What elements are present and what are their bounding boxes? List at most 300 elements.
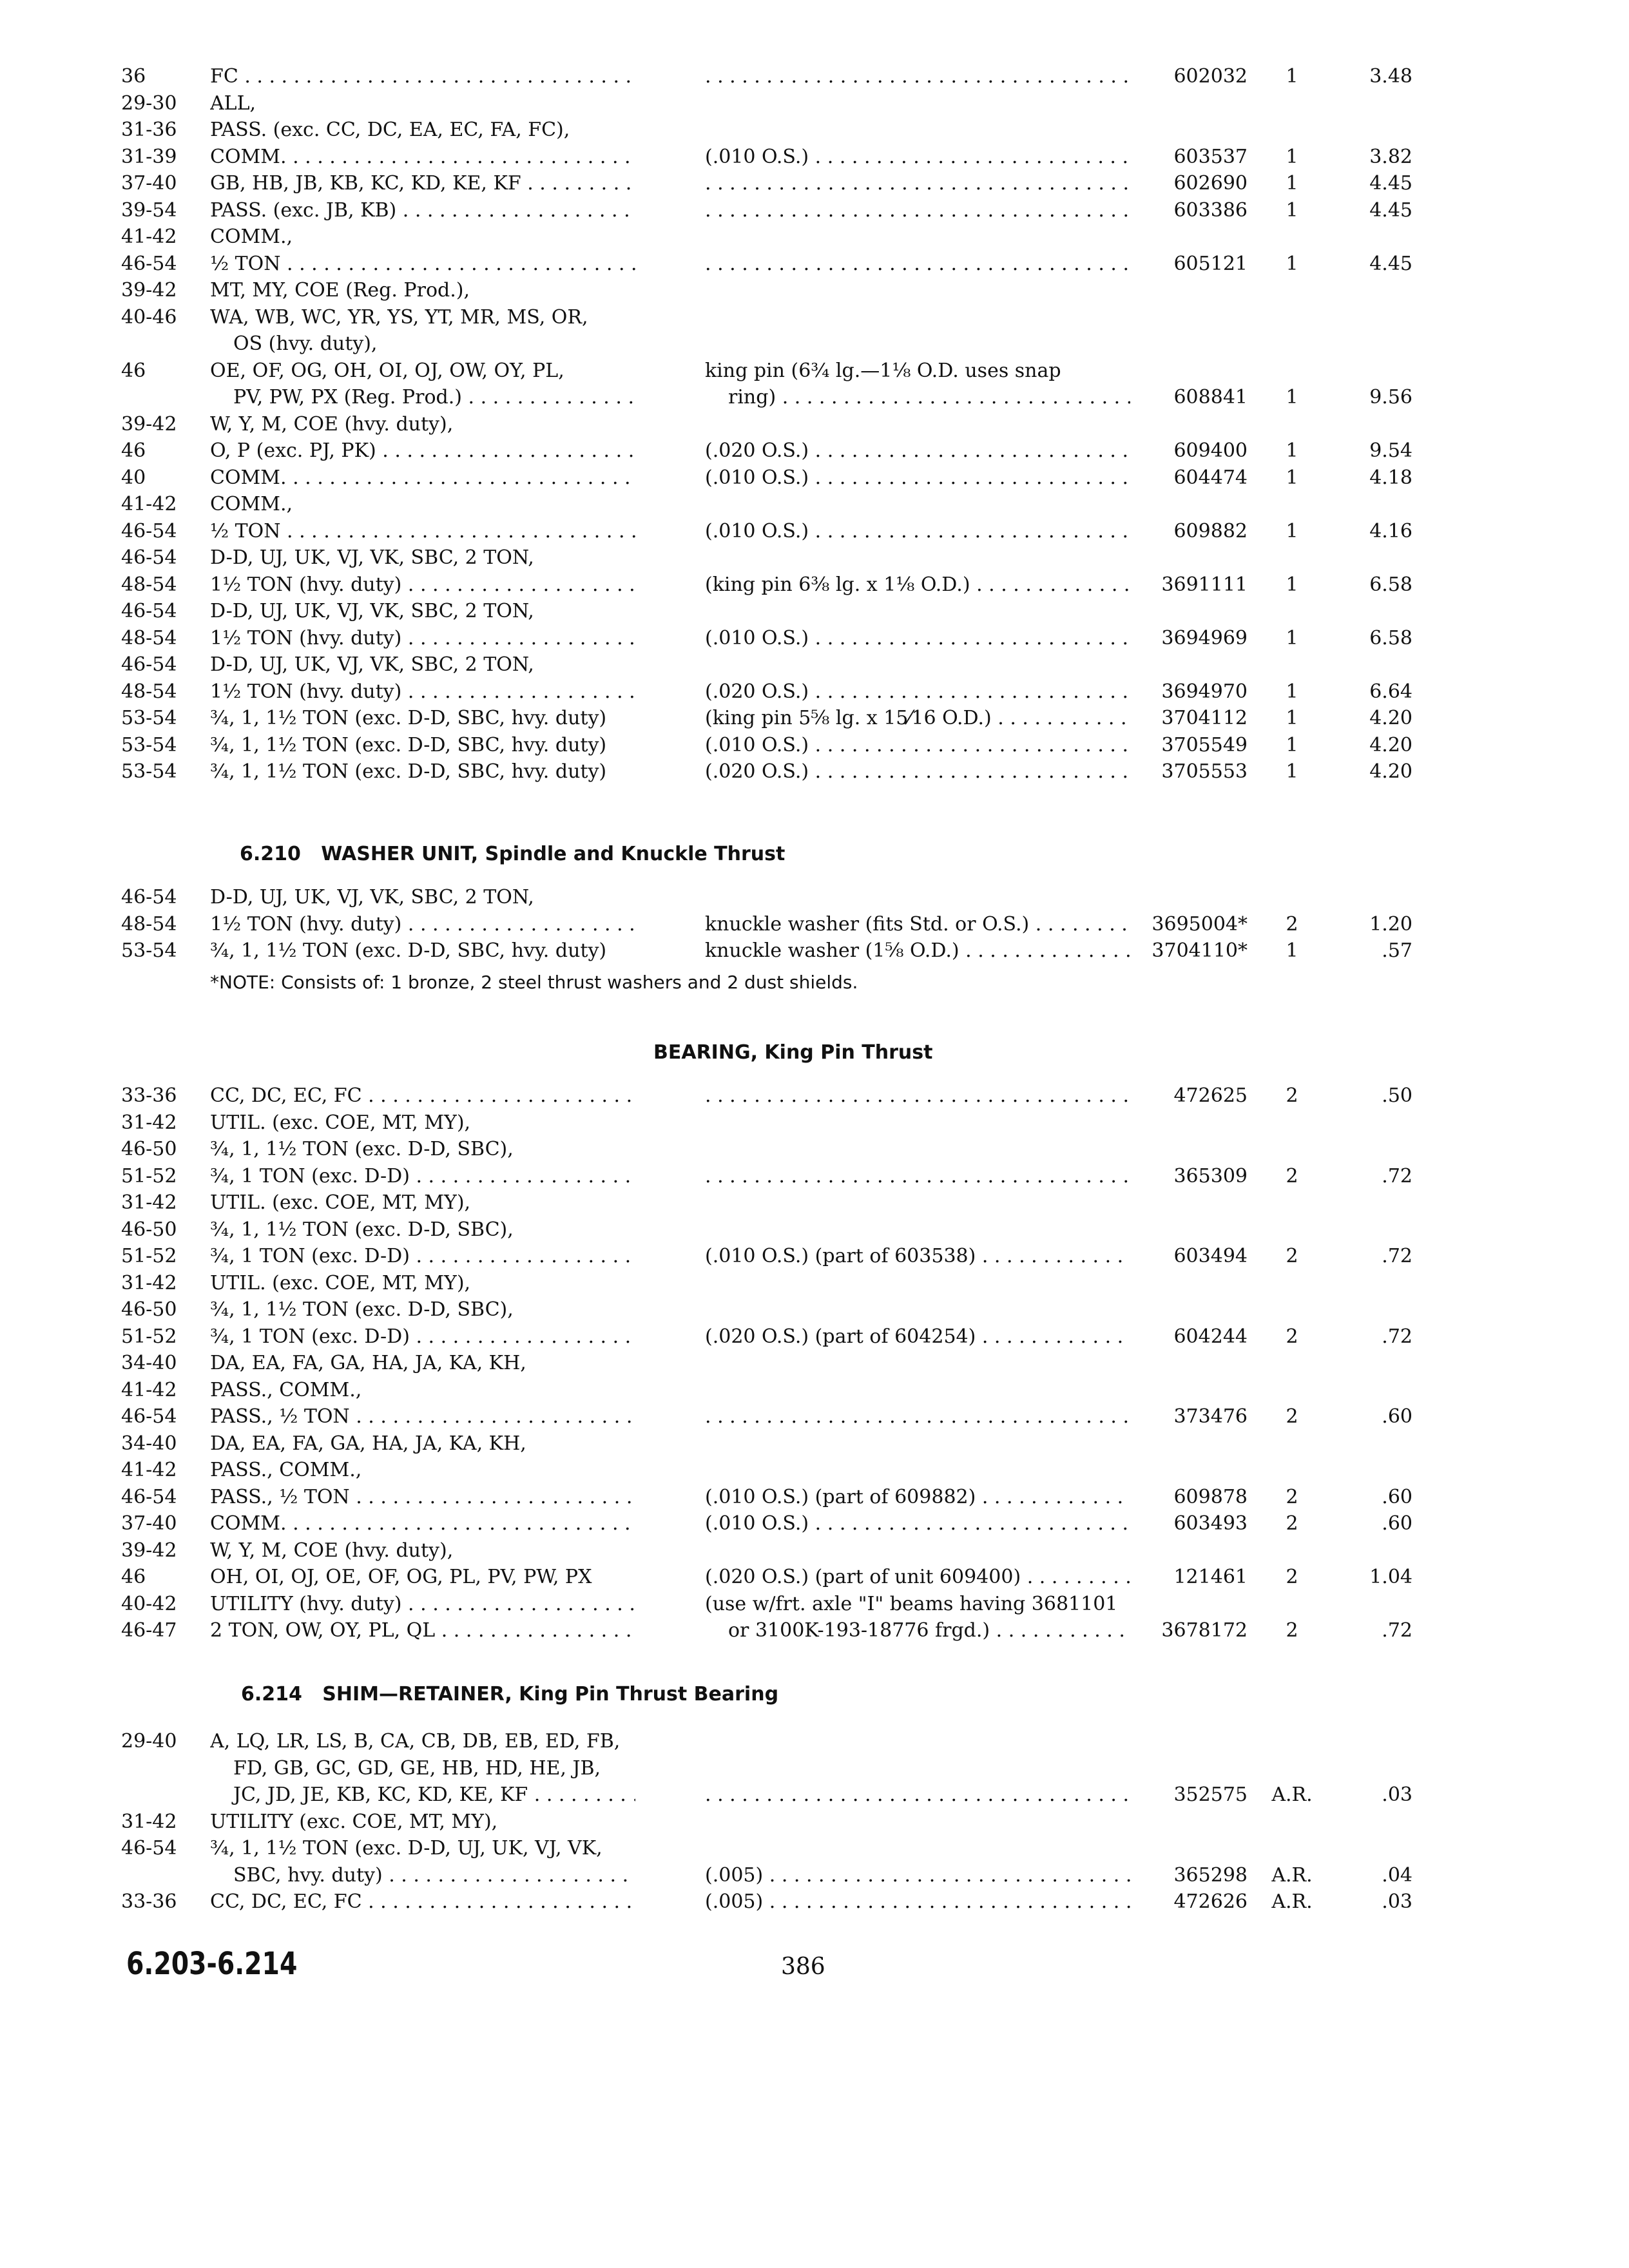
part-number: 472625 [1173, 1084, 1248, 1107]
year-range: 37-40 [121, 172, 177, 195]
table-row [0, 884, 1629, 911]
model-applicability: FC . . . [210, 63, 635, 90]
model-applicability: COMM. . . . [210, 465, 635, 492]
part-number: 603386 [1173, 198, 1248, 222]
model-applicability: UTIL. (exc. COE, MT, MY), [210, 1191, 471, 1214]
model-applicability: UTIL. (exc. COE, MT, MY), [210, 1111, 471, 1134]
table-row [0, 911, 1629, 938]
model-applicability: D-D, UJ, UK, VJ, VK, SBC, 2 TON, [210, 600, 534, 622]
part-description: (.020 O.S.) (part of 604254) . . . [705, 1323, 1130, 1350]
table-row [0, 1835, 1629, 1862]
table-row [0, 331, 1629, 358]
part-number: 3705549 [1161, 733, 1248, 756]
year-range: 31-42 [121, 1810, 177, 1833]
list-price: .72 [1382, 1325, 1412, 1348]
model-applicability: PV, PW, PX (Reg. Prod.) . . . [210, 384, 635, 411]
table-row [0, 1243, 1629, 1270]
year-range: 48-54 [121, 680, 177, 703]
year-range: 39-54 [121, 198, 177, 222]
year-range: 31-42 [121, 1271, 177, 1294]
part-description: ring) . . . [705, 384, 1130, 411]
quantity: 2 [1286, 1566, 1298, 1588]
quantity: 2 [1286, 1485, 1298, 1508]
list-price: 4.20 [1369, 733, 1412, 756]
table-row [0, 1537, 1629, 1564]
table-row [0, 1136, 1629, 1163]
quantity: 1 [1286, 439, 1298, 462]
table-row [0, 1728, 1629, 1755]
parts-table-bearing [0, 1082, 1629, 1644]
table-row [0, 1350, 1629, 1377]
section-title: SHIM—RETAINER, King Pin Thrust Bearing [322, 1683, 779, 1706]
section-heading-bearing [653, 1041, 932, 1064]
model-applicability: ¾, 1, 1½ TON (exc. D-D, SBC), [210, 1138, 514, 1160]
model-applicability: O, P (exc. PJ, PK) . . . [210, 437, 635, 465]
year-range: 39-42 [121, 279, 177, 302]
model-applicability: CC, DC, EC, FC . . . [210, 1082, 635, 1110]
year-range: 46-50 [121, 1298, 177, 1321]
table-row [0, 518, 1629, 545]
model-applicability: 1½ TON (hvy. duty) . . . [210, 911, 635, 938]
part-description: (.010 O.S.) . . . [705, 625, 1130, 652]
quantity: 1 [1286, 252, 1298, 275]
part-number: 365309 [1173, 1164, 1248, 1187]
model-applicability: PASS., COMM., [210, 1378, 362, 1401]
section-title: BEARING, King Pin Thrust [653, 1041, 933, 1064]
page-number: 386 [781, 1954, 825, 1980]
section-heading-6-214 [241, 1683, 778, 1706]
parts-table-top [0, 63, 1629, 785]
model-applicability: CC, DC, EC, FC . . . [210, 1888, 635, 1916]
year-range: 39-42 [121, 1539, 177, 1562]
model-applicability: D-D, UJ, UK, VJ, VK, SBC, 2 TON, [210, 886, 534, 908]
quantity: 1 [1286, 760, 1298, 783]
part-description: knuckle washer (1⅝ O.D.) . . . [705, 937, 1130, 965]
part-number: 603537 [1173, 145, 1248, 168]
model-applicability: PASS., ½ TON . . . [210, 1403, 635, 1430]
part-description: (.005) . . . [705, 1862, 1130, 1889]
table-row [0, 1296, 1629, 1323]
part-number: 352575 [1173, 1783, 1248, 1806]
table-row [0, 358, 1629, 385]
table-row [0, 197, 1629, 224]
part-description [705, 63, 1130, 90]
year-range: 46-54 [121, 653, 177, 676]
model-applicability: PASS., COMM., [210, 1459, 362, 1481]
model-applicability: D-D, UJ, UK, VJ, VK, SBC, 2 TON, [210, 546, 534, 569]
model-applicability: WA, WB, WC, YR, YS, YT, MR, MS, OR, [210, 305, 588, 329]
year-range: 53-54 [121, 760, 177, 783]
part-description [705, 1163, 1130, 1190]
year-range: 53-54 [121, 939, 177, 962]
year-range: 40-42 [121, 1592, 177, 1615]
section-number: 6.214 [241, 1683, 302, 1706]
part-number: 609882 [1173, 519, 1248, 543]
year-range: 41-42 [121, 1459, 177, 1481]
part-number: 3695004* [1152, 912, 1248, 936]
part-description: king pin (6¾ lg.—1⅛ O.D. uses snap [705, 359, 1061, 382]
table-row [0, 277, 1629, 304]
model-applicability: DA, EA, FA, GA, HA, JA, KA, KH, [210, 1352, 526, 1374]
year-range: 46-54 [121, 1837, 177, 1860]
model-applicability: ½ TON . . . [210, 518, 635, 545]
part-number: 3704110* [1152, 939, 1248, 962]
year-range: 48-54 [121, 573, 177, 596]
quantity: A.R. [1271, 1783, 1313, 1806]
table-row [0, 384, 1629, 411]
part-description: (.005) . . . [705, 1888, 1130, 1916]
model-applicability: ¾, 1, 1½ TON (exc. D-D, UJ, UK, VJ, VK, [210, 1837, 602, 1860]
year-range: 46-54 [121, 252, 177, 275]
list-price: .03 [1382, 1890, 1412, 1913]
year-range: 34-40 [121, 1432, 177, 1455]
quantity: 2 [1286, 1084, 1298, 1107]
quantity: 1 [1286, 386, 1298, 408]
list-price: 9.56 [1369, 386, 1412, 408]
part-number: 604244 [1173, 1325, 1248, 1348]
year-range: 46-50 [121, 1218, 177, 1241]
part-description: (.020 O.S.) . . . [705, 758, 1130, 785]
quantity: 2 [1286, 1619, 1298, 1642]
part-description [705, 1782, 1130, 1809]
year-range: 46-47 [121, 1619, 177, 1642]
year-range: 37-40 [121, 1512, 177, 1535]
table-row [0, 1270, 1629, 1297]
year-range: 46-54 [121, 519, 177, 543]
part-number: 603493 [1173, 1512, 1248, 1535]
part-number: 604474 [1173, 466, 1248, 489]
table-row [0, 1755, 1629, 1782]
year-range: 33-36 [121, 1084, 177, 1107]
list-price: 6.64 [1369, 680, 1412, 703]
list-price: .04 [1382, 1863, 1412, 1887]
year-range: 29-40 [121, 1730, 177, 1753]
year-range: 31-39 [121, 145, 177, 168]
quantity: 1 [1286, 145, 1298, 168]
table-row [0, 1457, 1629, 1484]
table-row [0, 1782, 1629, 1809]
model-applicability: COMM., [210, 493, 293, 515]
quantity: 2 [1286, 1512, 1298, 1535]
parts-table-washer [0, 884, 1629, 965]
model-applicability: OE, OF, OG, OH, OI, OJ, OW, OY, PL, [210, 359, 564, 382]
year-range: 34-40 [121, 1352, 177, 1374]
year-range: 51-52 [121, 1325, 177, 1348]
part-number: 608841 [1173, 386, 1248, 408]
table-row [0, 705, 1629, 732]
table-row [0, 572, 1629, 599]
table-row [0, 491, 1629, 518]
section-number: 6.210 [240, 843, 301, 865]
list-price: 6.58 [1369, 626, 1412, 649]
year-range: 48-54 [121, 912, 177, 936]
table-row [0, 90, 1629, 117]
table-row [0, 144, 1629, 171]
part-number: 605121 [1173, 252, 1248, 275]
table-row [0, 625, 1629, 652]
part-description: or 3100K-193-18776 frgd.) . . . [705, 1617, 1130, 1644]
table-row [0, 678, 1629, 706]
model-applicability: ½ TON . . . [210, 251, 635, 278]
model-applicability: ¾, 1, 1½ TON (exc. D-D, SBC), [210, 1298, 514, 1321]
model-applicability: FD, GB, GC, GD, GE, HB, HD, HE, JB, [233, 1756, 601, 1780]
list-price: .60 [1382, 1512, 1412, 1535]
model-applicability: W, Y, M, COE (hvy. duty), [210, 412, 454, 436]
part-number: 3705553 [1161, 760, 1248, 783]
table-row [0, 1377, 1629, 1404]
quantity: 1 [1286, 939, 1298, 962]
quantity: 1 [1286, 519, 1298, 543]
year-range: 48-54 [121, 626, 177, 649]
year-range: 51-52 [121, 1245, 177, 1267]
model-applicability: MT, MY, COE (Reg. Prod.), [210, 279, 470, 302]
model-applicability: 2 TON, OW, OY, PL, QL . . . [210, 1617, 635, 1644]
model-applicability: A, LQ, LR, LS, B, CA, CB, DB, EB, ED, FB, [210, 1730, 621, 1753]
part-number: 603494 [1173, 1245, 1248, 1267]
list-price: 4.20 [1369, 707, 1412, 729]
model-applicability: 1½ TON (hvy. duty) . . . [210, 678, 635, 706]
table-row [0, 63, 1629, 90]
year-range: 46 [121, 1566, 146, 1588]
model-applicability: D-D, UJ, UK, VJ, VK, SBC, 2 TON, [210, 653, 534, 676]
table-row [0, 598, 1629, 625]
table-row [0, 1617, 1629, 1644]
model-applicability: PASS. (exc. CC, DC, EA, EC, FA, FC), [210, 119, 570, 141]
table-row [0, 170, 1629, 197]
part-number: 602690 [1173, 172, 1248, 195]
list-price: .60 [1382, 1405, 1412, 1428]
list-price: .50 [1382, 1084, 1412, 1107]
table-row [0, 732, 1629, 759]
year-range: 31-42 [121, 1111, 177, 1134]
model-applicability: UTIL. (exc. COE, MT, MY), [210, 1271, 471, 1294]
list-price: .72 [1382, 1164, 1412, 1187]
table-row [0, 1862, 1629, 1889]
year-range: 46-54 [121, 546, 177, 569]
table-row [0, 1216, 1629, 1244]
parts-table-shim [0, 1728, 1629, 1916]
year-range: 31-36 [121, 119, 177, 141]
part-number: 365298 [1173, 1863, 1248, 1887]
model-applicability: COMM. . . . [210, 1510, 635, 1537]
year-range: 46-54 [121, 886, 177, 908]
list-price: 4.45 [1369, 172, 1412, 195]
part-description: (use w/frt. axle "I" beams having 3681101 [705, 1592, 1118, 1615]
table-row [0, 651, 1629, 678]
part-description: (.020 O.S.) (part of unit 609400) . . . [705, 1564, 1130, 1591]
table-row [0, 1564, 1629, 1591]
year-range: 53-54 [121, 733, 177, 756]
model-applicability: DA, EA, FA, GA, HA, JA, KA, KH, [210, 1432, 526, 1455]
part-description: (.010 O.S.) . . . [705, 465, 1130, 492]
year-range: 41-42 [121, 226, 177, 248]
quantity: 1 [1286, 680, 1298, 703]
table-row [0, 544, 1629, 572]
model-applicability: JC, JD, JE, KB, KC, KD, KE, KF . . . [210, 1782, 635, 1809]
part-description: (.010 O.S.) (part of 609882) . . . [705, 1484, 1130, 1511]
list-price: .72 [1382, 1245, 1412, 1267]
quantity: 1 [1286, 573, 1298, 596]
year-range: 46-54 [121, 600, 177, 622]
table-row [0, 251, 1629, 278]
table-row [0, 1323, 1629, 1350]
quantity: 2 [1286, 912, 1298, 936]
table-row [0, 1484, 1629, 1511]
part-description: (king pin 6⅜ lg. x 1⅛ O.D.) . . . [705, 572, 1130, 599]
part-description [705, 1403, 1130, 1430]
part-number: 3691111 [1161, 573, 1248, 596]
list-price: 4.16 [1369, 519, 1412, 543]
year-range: 31-42 [121, 1191, 177, 1214]
model-applicability: 1½ TON (hvy. duty) . . . [210, 625, 635, 652]
table-row [0, 1510, 1629, 1537]
quantity: 1 [1286, 198, 1298, 222]
list-price: 4.20 [1369, 760, 1412, 783]
quantity: 1 [1286, 65, 1298, 88]
model-applicability: ¾, 1 TON (exc. D-D) . . . [210, 1323, 635, 1350]
year-range: 51-52 [121, 1164, 177, 1187]
quantity: 2 [1286, 1325, 1298, 1348]
quantity: 1 [1286, 172, 1298, 195]
table-row [0, 937, 1629, 965]
part-number: 121461 [1173, 1566, 1248, 1588]
model-applicability: SBC, hvy. duty) . . . [210, 1862, 635, 1889]
part-number: 373476 [1173, 1405, 1248, 1428]
part-description [705, 251, 1130, 278]
table-row [0, 465, 1629, 492]
model-applicability: ¾, 1 TON (exc. D-D) . . . [210, 1163, 635, 1190]
model-applicability: COMM. . . . [210, 144, 635, 171]
table-row [0, 1403, 1629, 1430]
part-description: (.010 O.S.) . . . [705, 518, 1130, 545]
model-applicability: PASS., ½ TON . . . [210, 1484, 635, 1511]
model-applicability: ¾, 1, 1½ TON (exc. D-D, SBC), [210, 1218, 514, 1241]
table-row [0, 1809, 1629, 1836]
footnote: *NOTE: Consists of: 1 bronze, 2 steel thrust washers and 2 dust shields. [210, 972, 858, 993]
quantity: 2 [1286, 1245, 1298, 1267]
model-applicability: W, Y, M, COE (hvy. duty), [210, 1539, 454, 1562]
part-number: 3694969 [1161, 626, 1248, 649]
table-row [0, 1430, 1629, 1457]
list-price: 1.20 [1369, 912, 1412, 936]
model-applicability: UTILITY (hvy. duty) . . . [210, 1591, 635, 1618]
table-row [0, 411, 1629, 438]
list-price: 4.45 [1369, 252, 1412, 275]
table-row [0, 224, 1629, 251]
list-price: .60 [1382, 1485, 1412, 1508]
part-description: (.010 O.S.) (part of 603538) . . . [705, 1243, 1130, 1270]
year-range: 46-54 [121, 1405, 177, 1428]
part-description: (.010 O.S.) . . . [705, 732, 1130, 759]
table-row [0, 1110, 1629, 1137]
list-price: 9.54 [1369, 439, 1412, 462]
table-row [0, 1189, 1629, 1216]
quantity: 1 [1286, 626, 1298, 649]
part-description: knuckle washer (fits Std. or O.S.) . . . [705, 911, 1130, 938]
table-row [0, 1591, 1629, 1618]
part-description: (.010 O.S.) . . . [705, 1510, 1130, 1537]
list-price: 1.04 [1369, 1566, 1412, 1588]
year-range: 36 [121, 65, 146, 88]
part-description: (.020 O.S.) . . . [705, 678, 1130, 706]
model-applicability: ¾, 1 TON (exc. D-D) . . . [210, 1243, 635, 1270]
part-number: 3694970 [1161, 680, 1248, 703]
quantity: 2 [1286, 1164, 1298, 1187]
part-number: 3678172 [1161, 1619, 1248, 1642]
table-row [0, 1888, 1629, 1916]
year-range: 46-50 [121, 1138, 177, 1160]
part-description: (.020 O.S.) . . . [705, 437, 1130, 465]
model-applicability: OS (hvy. duty), [233, 332, 378, 355]
section-range: 6.203-6.214 [126, 1946, 298, 1982]
year-range: 53-54 [121, 707, 177, 729]
year-range: 29-30 [121, 91, 177, 115]
table-row [0, 117, 1629, 144]
model-applicability: GB, HB, JB, KB, KC, KD, KE, KF . . . [210, 170, 635, 197]
part-number: 609400 [1173, 439, 1248, 462]
part-number: 3704112 [1161, 707, 1248, 729]
part-description [705, 197, 1130, 224]
list-price: .03 [1382, 1783, 1412, 1806]
year-range: 46-54 [121, 1485, 177, 1508]
part-number: 602032 [1173, 65, 1248, 88]
year-range: 46 [121, 439, 146, 462]
year-range: 46 [121, 359, 146, 382]
table-row [0, 758, 1629, 785]
model-applicability: COMM., [210, 226, 293, 248]
model-applicability: ¾, 1, 1½ TON (exc. D-D, SBC, hvy. duty) [210, 939, 607, 962]
model-applicability: PASS. (exc. JB, KB) . . . [210, 197, 635, 224]
part-number: 472626 [1173, 1890, 1248, 1913]
quantity: A.R. [1271, 1890, 1313, 1913]
part-description: (.010 O.S.) . . . [705, 144, 1130, 171]
list-price: 4.18 [1369, 466, 1412, 489]
year-range: 33-36 [121, 1890, 177, 1913]
list-price: 3.82 [1369, 145, 1412, 168]
year-range: 41-42 [121, 493, 177, 515]
section-heading-6-210 [240, 843, 785, 865]
list-price: 3.48 [1369, 65, 1412, 88]
model-applicability: ¾, 1, 1½ TON (exc. D-D, SBC, hvy. duty) [210, 707, 607, 729]
year-range: 40 [121, 466, 146, 489]
list-price: 6.58 [1369, 573, 1412, 596]
quantity: 2 [1286, 1405, 1298, 1428]
quantity: 1 [1286, 466, 1298, 489]
list-price: .72 [1382, 1619, 1412, 1642]
quantity: A.R. [1271, 1863, 1313, 1887]
year-range: 39-42 [121, 412, 177, 436]
part-description [705, 170, 1130, 197]
year-range: 41-42 [121, 1378, 177, 1401]
model-applicability: ¾, 1, 1½ TON (exc. D-D, SBC, hvy. duty) [210, 733, 607, 756]
model-applicability: OH, OI, OJ, OE, OF, OG, PL, PV, PW, PX [210, 1566, 592, 1588]
year-range: 40-46 [121, 305, 177, 329]
table-row [0, 437, 1629, 465]
quantity: 1 [1286, 733, 1298, 756]
model-applicability: 1½ TON (hvy. duty) . . . [210, 572, 635, 599]
model-applicability: ALL, [210, 91, 256, 115]
model-applicability: ¾, 1, 1½ TON (exc. D-D, SBC, hvy. duty) [210, 760, 607, 783]
list-price: 4.45 [1369, 198, 1412, 222]
quantity: 1 [1286, 707, 1298, 729]
part-description: (king pin 5⅝ lg. x 15⁄16 O.D.) . . . [705, 705, 1130, 732]
table-row [0, 1082, 1629, 1110]
section-title: WASHER UNIT, Spindle and Knuckle Thrust [321, 843, 786, 865]
part-number: 609878 [1173, 1485, 1248, 1508]
model-applicability: UTILITY (exc. COE, MT, MY), [210, 1810, 498, 1833]
table-row [0, 1163, 1629, 1190]
part-description [705, 1082, 1130, 1110]
